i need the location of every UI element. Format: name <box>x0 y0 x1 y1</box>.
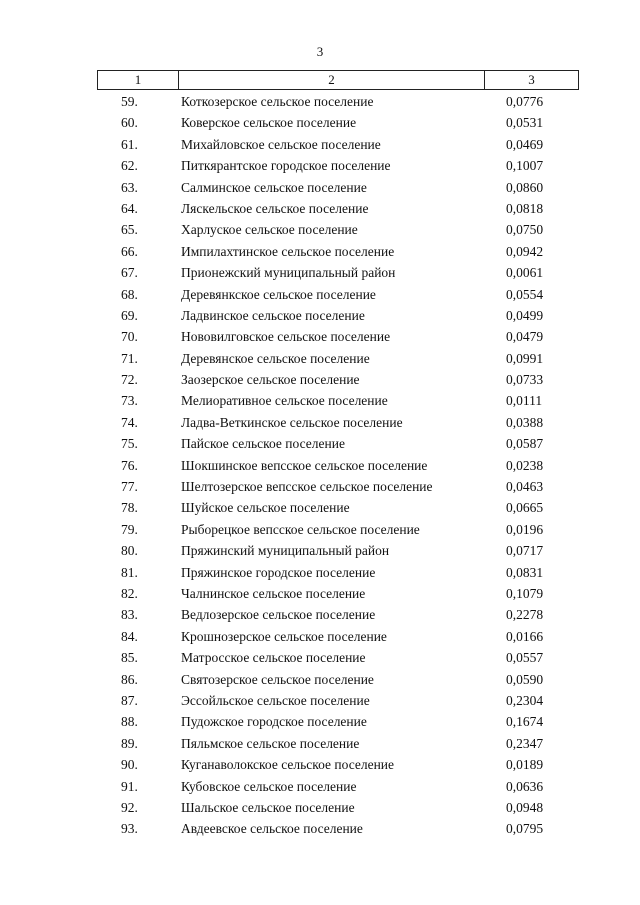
row-number: 83. <box>121 607 138 623</box>
coefficient-value: 0,0750 <box>506 222 544 238</box>
row-number: 76. <box>121 457 138 473</box>
coefficient-value: 0,0463 <box>506 479 544 495</box>
table-row <box>0 733 640 754</box>
coefficient-value: 0,2278 <box>506 607 544 623</box>
table-row <box>0 112 640 133</box>
row-number: 71. <box>121 350 138 366</box>
column-header-3: 3 <box>528 72 535 87</box>
table-row <box>0 519 640 540</box>
municipality-name: Пяльмское сельское поселение <box>181 735 360 751</box>
coefficient-value: 0,0733 <box>506 372 544 388</box>
coefficient-value: 0,0499 <box>506 307 544 323</box>
coefficient-value: 0,2304 <box>506 692 544 708</box>
municipality-name: Прионежский муниципальный район <box>181 265 396 281</box>
coefficient-value: 0,0557 <box>506 650 544 666</box>
municipality-name: Мелиоративное сельское поселение <box>181 393 388 409</box>
municipality-name: Коткозерское сельское поселение <box>181 94 374 109</box>
municipality-name: Ляскельское сельское поселение <box>181 200 369 216</box>
coefficient-value: 0,0061 <box>506 265 544 281</box>
municipality-name: Крошнозерское сельское поселение <box>181 628 387 644</box>
table-row <box>0 711 640 732</box>
coefficient-value: 0,0469 <box>506 136 544 152</box>
row-number: 75. <box>121 436 138 452</box>
row-number: 73. <box>121 393 138 409</box>
row-number: 88. <box>121 714 138 730</box>
coefficient-value: 0,0590 <box>506 671 544 687</box>
row-number: 62. <box>121 158 138 174</box>
row-number: 82. <box>121 585 138 601</box>
municipality-name: Ведлозерское сельское поселение <box>181 607 376 623</box>
coefficient-value: 0,0388 <box>506 414 544 430</box>
row-number: 65. <box>121 222 138 238</box>
table-row <box>0 91 640 112</box>
coefficient-value: 0,1007 <box>506 158 544 174</box>
table-row <box>0 177 640 198</box>
row-number: 74. <box>121 414 138 430</box>
table-row <box>0 455 640 476</box>
coefficient-value: 0,1079 <box>506 585 544 601</box>
row-number: 59. <box>121 94 138 109</box>
municipality-name: Коверское сельское поселение <box>181 115 357 131</box>
coefficient-value: 0,0665 <box>506 500 544 516</box>
table-row <box>0 433 640 454</box>
table-row <box>0 476 640 497</box>
coefficient-value: 0,0831 <box>506 564 544 580</box>
table-row <box>0 284 640 305</box>
row-number: 66. <box>121 243 138 259</box>
coefficient-value: 0,0818 <box>506 200 544 216</box>
row-number: 72. <box>121 372 138 388</box>
row-number: 68. <box>121 286 138 302</box>
table-row <box>0 818 640 839</box>
municipality-name: Импилахтинское сельское поселение <box>181 243 395 259</box>
table-row <box>0 754 640 775</box>
row-number: 60. <box>121 115 138 131</box>
coefficient-value: 0,0189 <box>506 757 544 773</box>
municipality-name: Авдеевское сельское поселение <box>181 821 363 837</box>
municipality-name: Матросское сельское поселение <box>181 650 366 666</box>
table-row <box>0 262 640 283</box>
municipality-name: Салминское сельское поселение <box>181 179 367 195</box>
municipality-name: Куганаволокское сельское поселение <box>181 757 395 773</box>
municipality-name: Деревянское сельское поселение <box>181 350 370 366</box>
table-row <box>0 562 640 583</box>
coefficient-value: 0,0860 <box>506 179 544 195</box>
municipality-name: Заозерское сельское поселение <box>181 372 360 388</box>
municipality-name: Святозерское сельское поселение <box>181 671 374 687</box>
table-row <box>0 412 640 433</box>
row-number: 80. <box>121 543 138 559</box>
municipality-name: Пряжинский муниципальный район <box>181 543 390 559</box>
row-number: 67. <box>121 265 138 281</box>
row-number: 79. <box>121 521 138 537</box>
row-number: 89. <box>121 735 138 751</box>
table-row <box>0 134 640 155</box>
municipality-name: Пряжинское городское поселение <box>181 564 376 580</box>
table-row <box>0 198 640 219</box>
table-row <box>0 776 640 797</box>
coefficient-value: 0,0795 <box>506 821 544 837</box>
coefficient-value: 0,0196 <box>506 521 544 537</box>
table-row <box>0 369 640 390</box>
table-row <box>0 669 640 690</box>
coefficient-value: 0,0636 <box>506 778 544 794</box>
municipality-name: Шелтозерское вепсское сельское поселение <box>181 479 433 495</box>
table-row <box>0 647 640 668</box>
row-number: 84. <box>121 628 138 644</box>
coefficient-value: 0,0479 <box>506 329 544 345</box>
table-row <box>0 390 640 411</box>
table-row <box>0 540 640 561</box>
row-number: 69. <box>121 307 138 323</box>
table-row <box>0 326 640 347</box>
row-number: 77. <box>121 479 138 495</box>
municipality-name: Рыборецкое вепсское сельское поселение <box>181 521 420 537</box>
municipality-name: Шальское сельское поселение <box>181 799 355 815</box>
column-header-1: 1 <box>98 71 179 89</box>
table-row <box>0 690 640 711</box>
municipality-name: Деревянкское сельское поселение <box>181 286 376 302</box>
row-number: 81. <box>121 564 138 580</box>
table-row <box>0 241 640 262</box>
table-header-row <box>97 70 579 90</box>
coefficient-value: 0,0776 <box>506 94 544 109</box>
coefficient-value: 0,0587 <box>506 436 544 452</box>
row-number: 61. <box>121 136 138 152</box>
coefficient-value: 0,0948 <box>506 799 544 815</box>
coefficient-value: 0,0991 <box>506 350 544 366</box>
table-row <box>0 155 640 176</box>
table-row <box>0 604 640 625</box>
table-row <box>0 583 640 604</box>
coefficient-value: 0,1674 <box>506 714 544 730</box>
coefficient-value: 0,0238 <box>506 457 544 473</box>
municipality-name: Шокшинское вепсское сельское поселение <box>181 457 428 473</box>
row-number: 63. <box>121 179 138 195</box>
municipality-name: Ладва-Веткинское сельское поселение <box>181 414 403 430</box>
coefficient-value: 0,0717 <box>506 543 544 559</box>
municipality-name: Шуйское сельское поселение <box>181 500 350 516</box>
table-row <box>0 305 640 326</box>
row-number: 70. <box>121 329 138 345</box>
column-header-2: 2 <box>179 71 485 89</box>
table-body <box>0 91 640 840</box>
coefficient-value: 0,0111 <box>506 393 543 409</box>
row-number: 91. <box>121 778 138 794</box>
row-number: 86. <box>121 671 138 687</box>
municipality-name: Чалнинское сельское поселение <box>181 585 366 601</box>
table-row <box>0 348 640 369</box>
page-number: 3 <box>316 44 324 59</box>
coefficient-value: 0,2347 <box>506 735 544 751</box>
municipality-name: Пайское сельское поселение <box>181 436 345 452</box>
municipality-name: Пудожское городское поселение <box>181 714 367 730</box>
municipality-name: Нововилговское сельское поселение <box>181 329 391 345</box>
municipality-name: Питкярантское городское поселение <box>181 158 391 174</box>
row-number: 78. <box>121 500 138 516</box>
row-number: 85. <box>121 650 138 666</box>
municipality-name: Михайловское сельское поселение <box>181 136 381 152</box>
coefficient-value: 0,0554 <box>506 286 544 302</box>
municipality-name: Ладвинское сельское поселение <box>181 307 365 323</box>
table-row <box>0 626 640 647</box>
coefficient-value: 0,0531 <box>506 115 544 131</box>
row-number: 64. <box>121 200 138 216</box>
row-number: 87. <box>121 692 138 708</box>
coefficient-value: 0,0166 <box>506 628 544 644</box>
municipality-name: Харлуское сельское поселение <box>181 222 358 238</box>
table-row <box>0 797 640 818</box>
table-row <box>0 219 640 240</box>
row-number: 93. <box>121 821 138 837</box>
table-row <box>0 497 640 518</box>
row-number: 90. <box>121 757 138 773</box>
municipality-name: Эссойльское сельское поселение <box>181 692 370 708</box>
row-number: 92. <box>121 799 138 815</box>
municipality-name: Кубовское сельское поселение <box>181 778 357 794</box>
coefficient-value: 0,0942 <box>506 243 544 259</box>
